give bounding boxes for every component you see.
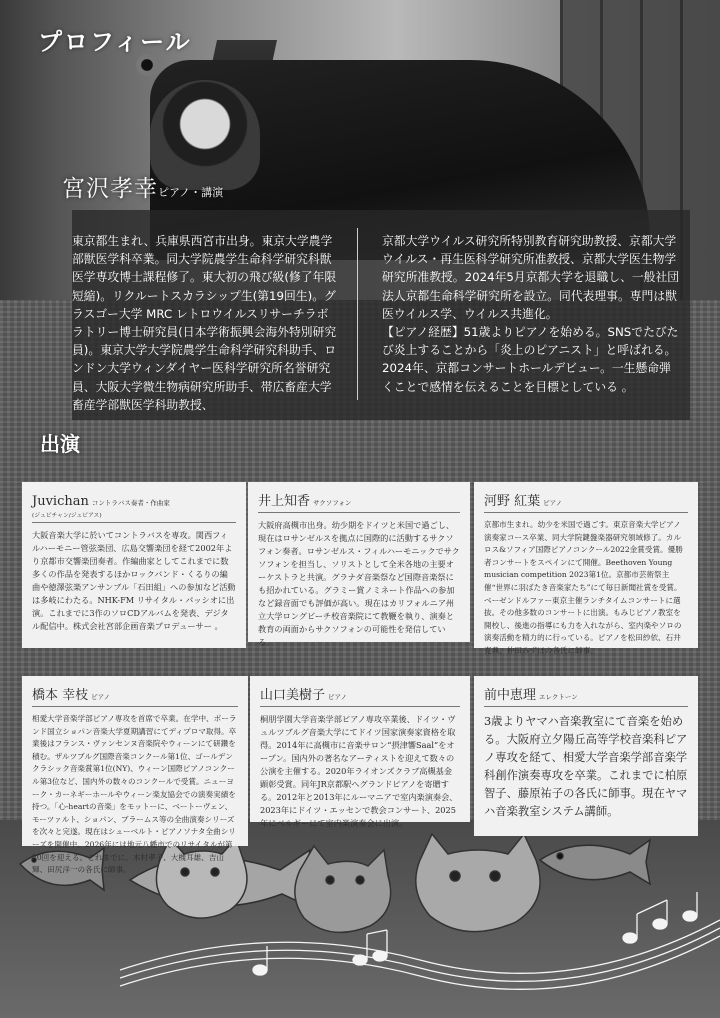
performer-role: ピアノ: [91, 693, 111, 701]
performer-name-reading: (ジュビチャン/ジュビアス): [32, 513, 102, 519]
performer-card: [248, 482, 470, 647]
performer-role: コントラバス奏者・作曲家: [91, 499, 170, 507]
performer-bio: 京都市生まれ。幼少を米国で過ごす。東京音楽大学ピアノ演奏家コース卒業、同大学院鍵盤楽器研究領域修了。カルロス&ソフィア国際ピアノコンクール2022金賞受賞。優勝者コンサートをスペインにて開催。Beethoven Young musician competition 2023第1位。京都市芸術祭主催“世界に羽ばたき音楽家たち”にて毎日新聞社賞を受賞。ベーゼンドルファー東京主催ランチタイムコンサートに選抜。その他多数のコンサートに出演。もみじピアノ教室を開校し、後進の指導にも力を入れながら、室内楽やソロの演奏活動を精力的に行っている。ピアノを松田紗依、石井克典、仲田みずほの各氏に師事。: [484, 520, 683, 655]
speaker-name-heading: [62, 170, 223, 203]
profile-box: [72, 210, 690, 420]
performer-role: ピアノ: [543, 499, 563, 507]
wall-speaker: [136, 54, 158, 76]
performer-header: [484, 684, 688, 707]
performer-role: エレクトーン: [539, 693, 578, 701]
performer-bio: 大阪府高槻市出身。幼少期をドイツと米国で過ごし、現在はロサンゼルスを拠点に国際的に活動するサクソフォン奏者。ロサンゼルス・フィルハーモニックでサクソフォンを担当し、ソリストとして全米各地の主要オーケストラと共演。グラナダ音楽祭など国際音楽祭にも招かれている。グラミー賞ノミネート作品への参加など録音面でも評価が高い。現在はカリフォルニア州立大学ロングビーチ校音楽院にて教鞭を執り、演奏と教育の両面からサクソフォンの可能性を発信している。: [258, 520, 460, 647]
performer-header: [484, 490, 688, 513]
performer-header: [32, 684, 238, 707]
profile-column-right: [382, 232, 682, 396]
performer-card: [474, 482, 698, 655]
speaker-name: 宮沢孝幸: [62, 176, 158, 202]
performer-name: 橋本 幸枝: [32, 688, 89, 703]
cat-illustration-right: [416, 834, 540, 932]
performer-role: サクソフォン: [313, 499, 352, 507]
cat-illustration-center: [295, 846, 391, 932]
performer-bio: 桐朋学園大学音楽学部ピアノ専攻卒業後、ドイツ・ヴュルツブルグ音楽大学にてドイツ国家演奏家資格を取得。2014年に高槻市に音楽サロン“摂津響Saal”をオープン。国内外の著名なアーティストを迎えて数々の公演を主催する。2020年ライオンズクラブ高槻基金顕彰受賞。同年JR京都駅へグランドピアノを寄贈する。2012年と2013年にルーマニアで室内楽演奏会、2023年にドイツ・エッセンで教会コンサート、2025年にベルギーにて室内楽演奏会に出演。: [260, 714, 458, 828]
performers-section-title: 出演: [40, 432, 80, 456]
performer-bio: 相愛大学音楽学部ピアノ専攻を首席で卒業。在学中、ポーランド国立ショパン音楽大学夏期講習にてディプロマ取得。卒業後はフランス・ヴァンセンヌ音楽院やウィーンにて研鑽を積む。ザルツブルグ国際音楽コンクール第1位、ゴールデンクラシック音楽賞第1位(NY)、ウィーン国際ピアノコンクール第3位など、国内外の数々のコンクールで受賞。ニューヨーク・カーネギーホールやウィーン楽友協会での演奏実績を持つ。「心-heartの音楽」をモットーに、ベートーヴェン、モーツァルト、ショパン、ブラームス等の全曲演奏シリーズを次々と完遂。現在はシューベルト・ピアノソナタ全曲シリーズを開催中。2026年には地元八幡市でのリサイタルが第20回を迎える。これまでに、木村孝子、大槻耳雄、吉山輝、田尻洋一の各氏に師事。: [32, 714, 237, 875]
performer-name: 井上知香: [258, 494, 311, 509]
performer-bio: 大阪音楽大学に於いてコントラバスを専攻。関西フィルハーモニー管弦楽団、広島交響楽団を経て2002年より京都市交響楽団奏者。作編曲家としてこれまでに数多くの作品を発表するほかロックバンド・くるりの編曲や徳澤弦楽アンサンブル「石田組」への参加など活動は多岐にわたる。NHK-FM リサイタル・パッシオに出演。これまでに3作のソロCDアルバムを発表、デジタル配信中。株式会社宮部企画音楽プロデューサー 。: [32, 530, 236, 631]
performer-card: [22, 676, 248, 875]
profile-divider: [357, 228, 358, 400]
performer-name: 山口美樹子: [260, 688, 326, 703]
performer-header: [260, 684, 460, 707]
performer-name: 河野 紅葉: [484, 494, 541, 509]
performer-header: [258, 490, 460, 513]
performer-bio: 3歳よりヤマハ音楽教室にて音楽を始める。大阪府立夕陽丘高等学校音楽科ピアノ専攻を経て、相愛大学音楽学部音楽学科創作演奏専攻を卒業。これまでに柏原智子、藤原祐子の各氏に師事。現在ヤマハ音楽教室システム講師。: [484, 715, 688, 818]
performer-role: ピアノ: [328, 693, 347, 701]
performer-card: [250, 676, 470, 828]
performer-name: Juvichan: [32, 494, 89, 509]
performer-card: [22, 482, 246, 648]
performer-name: 前中恵理: [484, 688, 537, 703]
profile-piano-history: 【ピアノ経歴】51歳よりピアノを始める。SNSでたびたび炎上することから「炎上のピアニスト」と呼ばれる。2024年、京都コンサートホールデビュー。一生懸命弾くことで感情を伝えることを目標としている 。: [382, 325, 679, 394]
speaker-role: ピアノ・講演: [158, 186, 224, 199]
profile-column-left: [72, 232, 338, 414]
page-title: プロフィール: [38, 28, 192, 56]
performer-header: [32, 490, 236, 523]
profile-career-text: 東京都生まれ、兵庫県西宮市出身。東京大学農学部獣医学科卒業。同大学院農学生命科学研究科獣医学専攻博士課程修了。東大初の飛び級(修了年限短縮)。リクルートスカラシップ生(第19回生)。グラスゴー大学 MRC レトロウイルスリサーチラボラトリー博士研究員(日本学術振興会海外特別研究員)。東京大学大学院農学生命科学研究科助手、ロンドン大学ウィンダイヤー医科学研究所名誉研究員、大阪大学微生物病研究所助手、帯広畜産大学畜産学部獣医学科助教授、: [72, 234, 337, 412]
fish-illustration-right: [540, 840, 650, 884]
performer-card: [474, 676, 698, 836]
profile-career-text-cont: 京都大学ウイルス研究所特別教育研究助教授、京都大学ウイルス・再生医科学研究所准教授、京都大学医生物学研究所准教授。2024年5月京都大学を退職し、一般社団法人京都生命科学研究所を設立。同代表理事。専門は獣医ウイルス学、ウイルス共進化。: [382, 234, 680, 321]
